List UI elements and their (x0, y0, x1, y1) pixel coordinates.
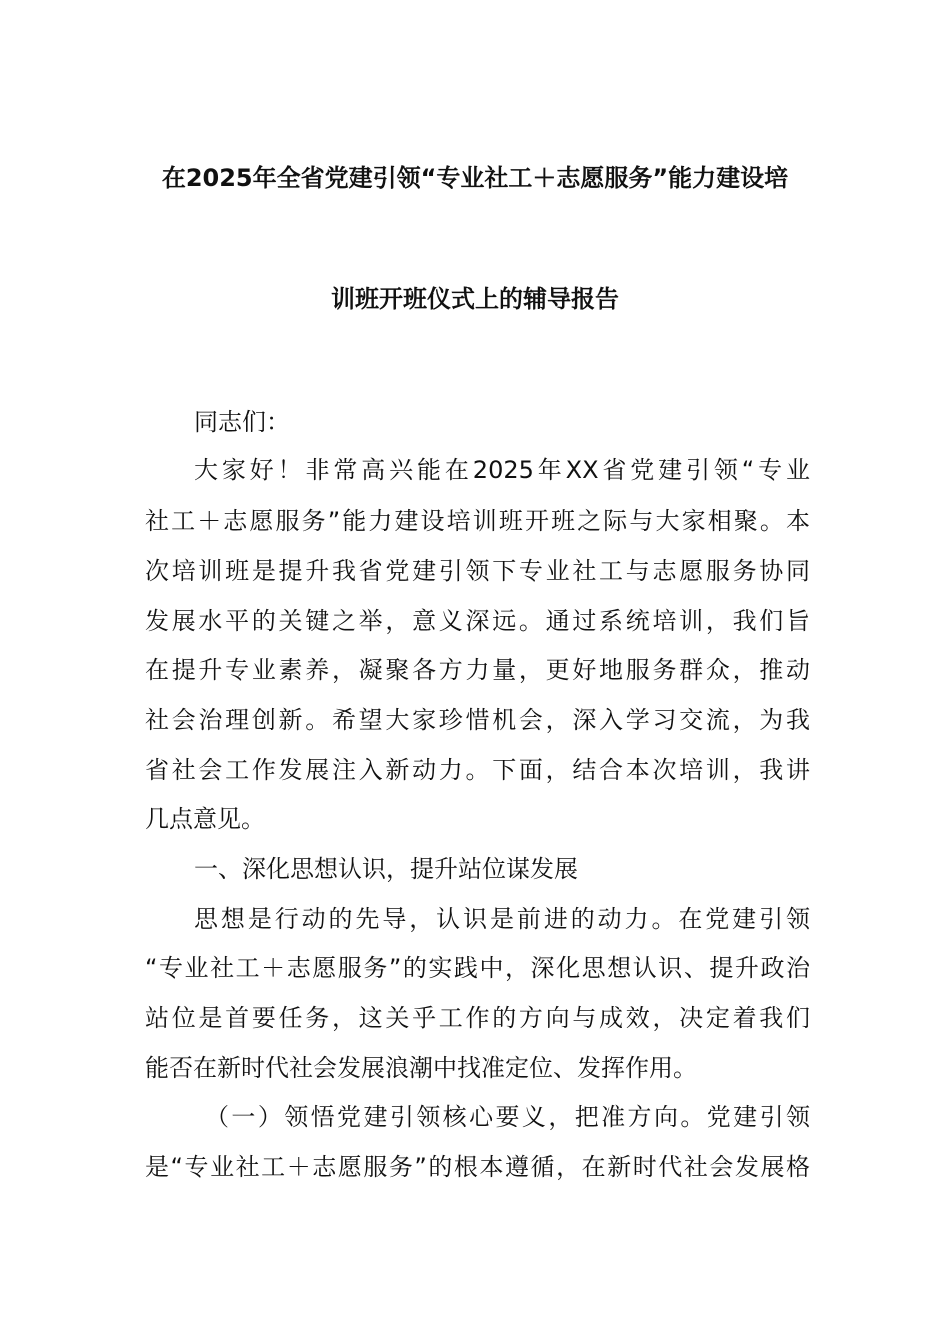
paragraph-line: 省社会工作发展注入新动力。下面，结合本次培训，我讲 (145, 756, 810, 784)
paragraph-line: 站位是首要任务，这关乎工作的方向与成效，决定着我们 (145, 1004, 810, 1032)
paragraph-line: 是“专业社工＋志愿服务”的根本遵循，在新时代社会发展格 (145, 1153, 810, 1181)
subsection-line: （一）领悟党建引领核心要义，把准方向。党建引领 (205, 1103, 810, 1131)
paragraph-line: “专业社工＋志愿服务”的实践中，深化思想认识、提升政治 (145, 954, 810, 982)
paragraph-line: 社工＋志愿服务”能力建设培训班开班之际与大家相聚。本 (145, 507, 810, 535)
document-title-line-1: 在2025年全省党建引领“专业社工＋志愿服务”能力建设培 (161, 164, 789, 192)
paragraph-line: 能否在新时代社会发展浪潮中找准定位、发挥作用。 (145, 1054, 697, 1082)
section-heading: 一、深化思想认识，提升站位谋发展 (194, 855, 578, 883)
salutation: 同志们： (194, 408, 290, 436)
paragraph-line: 大家好！非常高兴能在2025年XX省党建引领“专业 (194, 456, 810, 484)
paragraph-line: 几点意见。 (145, 805, 265, 833)
paragraph-line: 社会治理创新。希望大家珍惜机会，深入学习交流，为我 (145, 706, 810, 734)
document-title-line-2: 训班开班仪式上的辅导报告 (331, 285, 619, 313)
paragraph-line: 思想是行动的先导，认识是前进的动力。在党建引领 (194, 905, 810, 933)
paragraph-line: 在提升专业素养，凝聚各方力量，更好地服务群众，推动 (145, 656, 810, 684)
paragraph-line: 发展水平的关键之举，意义深远。通过系统培训，我们旨 (145, 607, 810, 635)
paragraph-line: 次培训班是提升我省党建引领下专业社工与志愿服务协同 (145, 557, 810, 585)
